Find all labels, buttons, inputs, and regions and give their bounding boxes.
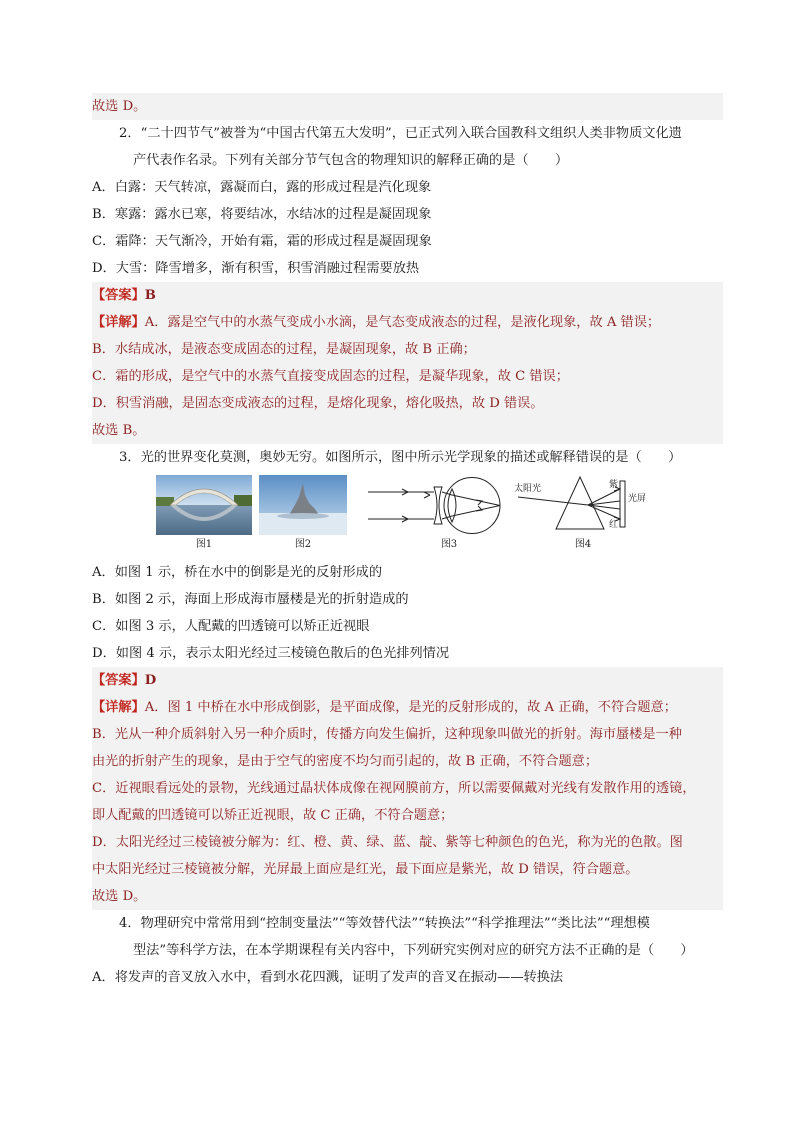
q3-detail-2: B．光从一种介质斜射入另一种介质时，传播方向发生偏折，这种现象叫做光的折射。海市蜃楼是一种: [92, 721, 723, 748]
q2-answer: [92, 282, 723, 309]
q2-option-b: B．寒露：露水已寒，将要结冰，水结冰的过程是凝固现象: [92, 207, 432, 222]
q4-stem-line2: 型法”等科学方法，在本学期课程有关内容中，下列研究实例对应的研究方法不正确的是（ ）: [133, 943, 694, 958]
figure-3-eye-diagram: [364, 475, 524, 537]
q3-detail-7: 中太阳光经过三棱镜被分解，光屏最上面应是红光，最下面应是紫光，故 D 错误，符合题意。: [92, 856, 723, 883]
fig4-purple-label: 紫: [609, 480, 619, 490]
q3-detail-5: 即人配戴的凹透镜可以矫正近视眼，故 C 正确，不符合题意；: [92, 802, 723, 829]
q2-option-d: D．大雪：降雪增多，渐有积雪，积雪消融过程需要放热: [92, 261, 420, 276]
detail-text: A．图 1 中桥在水中形成倒影，是平面成像，是光的反射形成的，故 A 正确，不符合题意；: [144, 700, 677, 715]
q2-detail-1: [92, 309, 723, 336]
q3-detail-3: 由光的折射产生的现象，是由于空气的密度不均匀而引起的，故 B 正确，不符合题意；: [92, 748, 723, 775]
q3-option-a: A．如图 1 示，桥在水中的倒影是光的反射形成的: [92, 565, 383, 580]
q3-detail-4: C．近视眼看远处的景物，光线通过晶状体成像在视网膜前方，所以需要佩戴对光线有发散作用的透镜，: [92, 775, 723, 802]
q3-answer: [92, 667, 723, 694]
q2-stem-line1: 2．“二十四节气”被誉为“中国古代第五大发明”，已正式列入联合国教科文组织人类非物质文化遗: [119, 126, 682, 141]
q3-stem: 3．光的世界变化莫测，奥妙无穷。如图所示，图中所示光学现象的描述或解释错误的是（ ）: [119, 450, 682, 465]
q3-figures: [92, 475, 723, 559]
q2-detail-3: C．霜的形成，是空气中的水蒸气直接变成固态的过程，是凝华现象，故 C 错误；: [92, 363, 723, 390]
figure-4-prism-diagram: [514, 475, 654, 537]
detail-tag: 【详解】: [92, 315, 145, 330]
detail-text: A．露是空气中的水蒸气变成小水滴，是气态变成液态的过程，是液化现象，故 A 错误；: [144, 315, 661, 330]
document-page: [92, 93, 723, 991]
prev-conclusion: 故选 D。: [92, 93, 723, 120]
q2-detail-4: D．积雪消融，是固态变成液态的过程，是熔化现象，熔化吸热，故 D 错误。: [92, 390, 723, 417]
fig4-sun-label: 太阳光: [514, 484, 542, 494]
answer-value: D: [144, 673, 157, 688]
figure-2-mirage-photo: [259, 475, 347, 535]
q3-conclusion: 故选 D。: [92, 883, 723, 910]
q2-stem-line2: 产代表作名录。下列有关部分节气包含的物理知识的解释正确的是（ ）: [133, 153, 569, 168]
answer-value: B: [144, 288, 156, 303]
answer-tag: 【答案】: [92, 288, 145, 303]
figure-4-caption: 图4: [574, 539, 592, 550]
q3-detail-6: D．太阳光经过三棱镜被分解为：红、橙、黄、绿、蓝、靛、紫等七种颜色的色光，称为光的色散。图: [92, 829, 723, 856]
q2-option-a: A．白露：天气转凉，露凝而白，露的形成过程是汽化现象: [92, 180, 432, 195]
detail-tag: 【详解】: [92, 700, 145, 715]
figure-3-caption: 图3: [440, 539, 458, 550]
q2-detail-2: B．水结成冰，是液态变成固态的过程，是凝固现象，故 B 正确；: [92, 336, 723, 363]
q3-detail-1: [92, 694, 723, 721]
figure-1-caption: 图1: [195, 539, 213, 550]
q3-option-b: B．如图 2 示，海面上形成海市蜃楼是光的折射造成的: [92, 592, 409, 607]
q4-stem-line1: 4．物理研究中常常用到“控制变量法”“等效替代法”“转换法”“科学推理法”“类比法”“理想模: [119, 916, 650, 931]
q2-conclusion: 故选 B。: [92, 417, 723, 444]
q3-option-d: D．如图 4 示，表示太阳光经过三棱镜色散后的色光排列情况: [92, 646, 450, 661]
fig4-screen-label: 光屏: [628, 494, 647, 504]
answer-tag: 【答案】: [92, 673, 145, 688]
q3-option-c: C．如图 3 示，人配戴的凹透镜可以矫正近视眼: [92, 619, 370, 634]
q2-option-c: C．霜降：天气渐冷，开始有霜，霜的形成过程是凝固现象: [92, 234, 432, 249]
fig4-red-label: 红: [609, 520, 619, 530]
figure-2-caption: 图2: [294, 539, 312, 550]
q4-option-a: A．将发声的音叉放入水中，看到水花四溅，证明了发声的音叉在振动——转换法: [92, 970, 564, 985]
figure-1-bridge-photo: [156, 475, 252, 535]
